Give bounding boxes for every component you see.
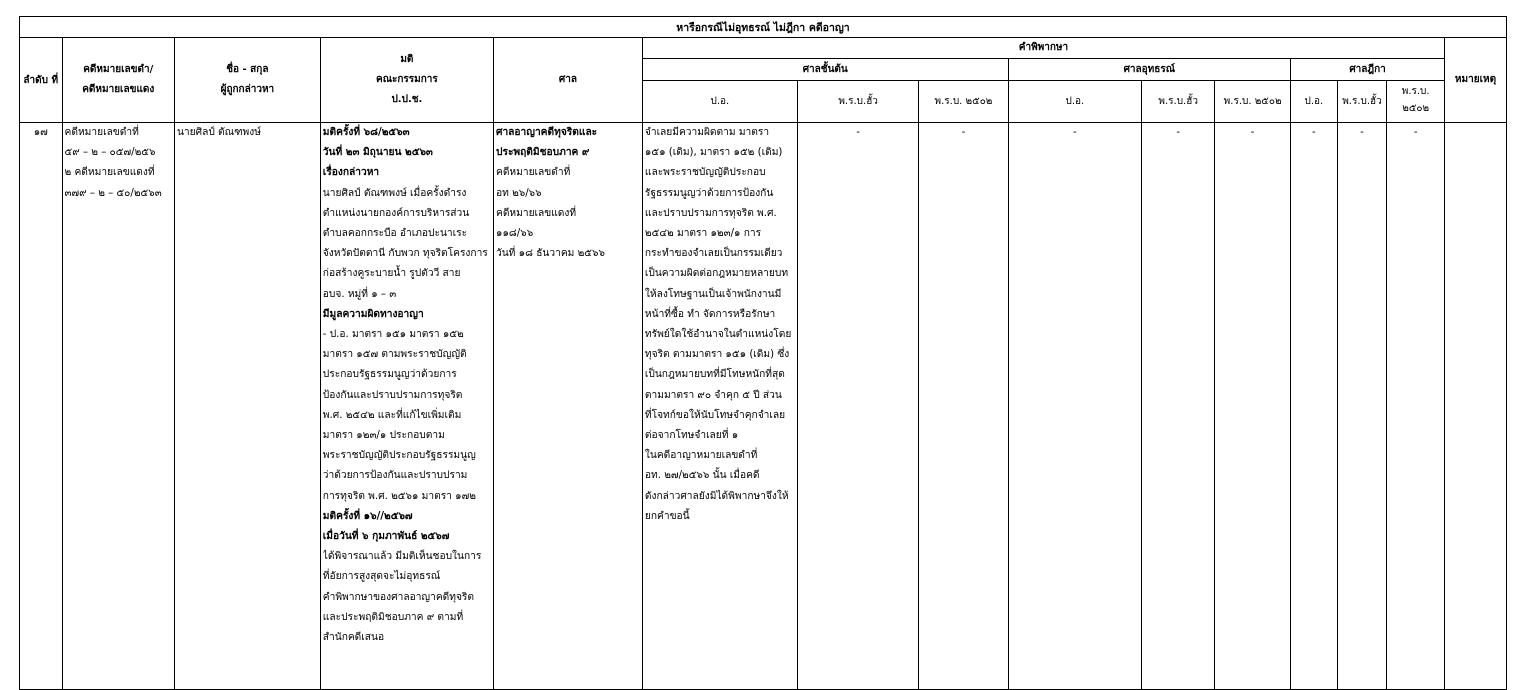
cell-remark [1445,123,1507,690]
table-title: หารือกรณีไม่อุทธรณ์ ไม่ฎีกา คดีอาญา [20,17,1507,38]
header-seq: ลำดับ ที่ [20,38,63,123]
cell-supreme-pru-hua: - [1337,123,1387,690]
cell-appeal-po: - [1008,123,1142,690]
cell-resolution: มติครั้งที่ ๖๘/๒๕๖๓ วันที่ ๒๓ มิถุนายน ๒๕๖๓ เรื่องกล่าวหา นายศิลป์ ตัณฑพงษ์ เมื่อครั้งดำรง ตำแหน่งนายกองค์การบริหารส่วน ตำบลคอกกระบือ อำเภอปะนาเระ จังหวัดปัตตานี กับพวก ทุจริตโครงการ ก่อสร้างคูระบายน้ำ รูปตัววี สาย อบจ. หมู่ที่ ๑ – ๓ มีมูลความผิดทางอาญา - ป.อ. มาตรา ๑๕๑ มาตรา ๑๕๒ มาตรา ๑๕๗ ตามพระราชบัญญัติ ประกอบรัฐธรรมนูญว่าด้วยการ ป้องกันและปราบปรามการทุจริต พ.ศ. ๒๕๔๒ และที่แก้ไขเพิ่มเติม มาตรา ๑๒๓/๑ ประกอบตาม พระราชบัญญัติประกอบรัฐธรรมนูญ ว่าด้วยการป้องกันและปราบปราม การทุจริต พ.ศ. ๒๕๖๑ มาตรา ๑๗๒ มติครั้งที่ ๑๖//๒๕๖๗ เมื่อวันที่ ๖ กุมภาพันธ์ ๒๕๖๗ ได้พิจารณาแล้ว มีมติเห็นชอบในการ ที่อัยการสูงสุดจะไม่อุทธรณ์ คำพิพากษาของศาลอาญาคดีทุจริต และประพฤติมิชอบภาค ๙ ตามที่ สำนักคดีเสนอ [320,123,493,690]
header-court-supreme: ศาลฎีกา [1291,59,1445,81]
cell-appeal-pru-2502: - [1215,123,1291,690]
cell-supreme-po: - [1291,123,1338,690]
header-remark: หมายเหตุ [1445,38,1507,123]
subheader-appeal-pru-hua: พ.ร.บ.ฮั้ว [1142,81,1215,123]
subheader-supreme-pru-2502: พ.ร.บ. ๒๕๐๒ [1387,81,1445,123]
header-name: ชื่อ - สกุล ผู้ถูกกล่าวหา [174,38,320,123]
cell-appeal-pru-hua: - [1142,123,1215,690]
subheader-first-pru-2502: พ.ร.บ. ๒๕๐๒ [919,81,1008,123]
header-court-first: ศาลชั้นต้น [642,59,1008,81]
cell-name: นายศิลป์ ตัณฑพงษ์ [174,123,320,690]
subheader-first-po: ป.อ. [642,81,797,123]
subheader-appeal-pru-2502: พ.ร.บ. ๒๕๐๒ [1215,81,1291,123]
cell-judgment-first-po: จำเลยมีความผิดตาม มาตรา ๑๕๑ (เดิม), มาตรา ๑๕๒ (เดิม) และพระราชบัญญัติประกอบ รัฐธรรมนูญว่าด้วยการป้องกัน และปราบปรามการทุจริต พ.ศ. ๒๕๔๒ มาตรา ๑๒๓/๑ การ กระทำของจำเลยเป็นกรรมเดียว เป็นความผิดต่อกฎหมายหลายบท ให้ลงโทษฐานเป็นเจ้าพนักงานมี หน้าที่ซื้อ ทำ จัดการหรือรักษา ทรัพย์ใดใช้อำนาจในตำแหน่งโดย ทุจริต ตามมาตรา ๑๕๑ (เดิม) ซึ่ง เป็นกฎหมายบทที่มีโทษหนักที่สุด ตามมาตรา ๙๐ จำคุก ๕ ปี ส่วน ที่โจทก์ขอให้นับโทษจำคุกจำเลย ต่อจากโทษจำเลยที่ ๑ ในคดีอาญาหมายเลขดำที่ อท. ๒๗/๒๕๖๖ นั้น เมื่อคดี ดังกล่าวศาลยังมิได้พิพากษาจึงให้ ยกคำขอนี้ [642,123,797,690]
header-court-appeal: ศาลอุทธรณ์ [1008,59,1291,81]
subheader-appeal-po: ป.อ. [1008,81,1142,123]
subheader-first-pru-hua: พ.ร.บ.ฮั้ว [797,81,919,123]
cell-seq: ๑๗ [20,123,63,690]
subheader-supreme-po: ป.อ. [1291,81,1338,123]
subheader-supreme-pru-hua: พ.ร.บ.ฮั้ว [1337,81,1387,123]
header-resolution: มติ คณะกรรมการ ป.ป.ช. [320,38,493,123]
header-court: ศาล [494,38,643,123]
cell-first-pru-hua: - [797,123,919,690]
header-judgment: คำพิพากษา [642,38,1444,59]
case-table [19,16,1507,690]
table-row [20,123,1507,690]
header-case-no: คดีหมายเลขดำ/ คดีหมายเลขแดง [62,38,174,123]
cell-court: ศาลอาญาคดีทุจริตและ ประพฤติมิชอบภาค ๙ คดีหมายเลขดำที่ อท ๒๖/๖๖ คดีหมายเลขแดงที่ ๑๑๘/๖๖ วันที่ ๑๘ ธันวาคม ๒๕๖๖ [494,123,643,690]
cell-case-no: คดีหมายเลขดำที่ ๕๙ – ๒ – ๐๕๗/๒๕๖ ๒ คดีหมายเลขแดงที่ ๓๗๙ – ๒ – ๕๐/๒๕๖๓ [62,123,174,690]
cell-first-pru-2502: - [919,123,1008,690]
cell-supreme-pru-2502: - [1387,123,1445,690]
